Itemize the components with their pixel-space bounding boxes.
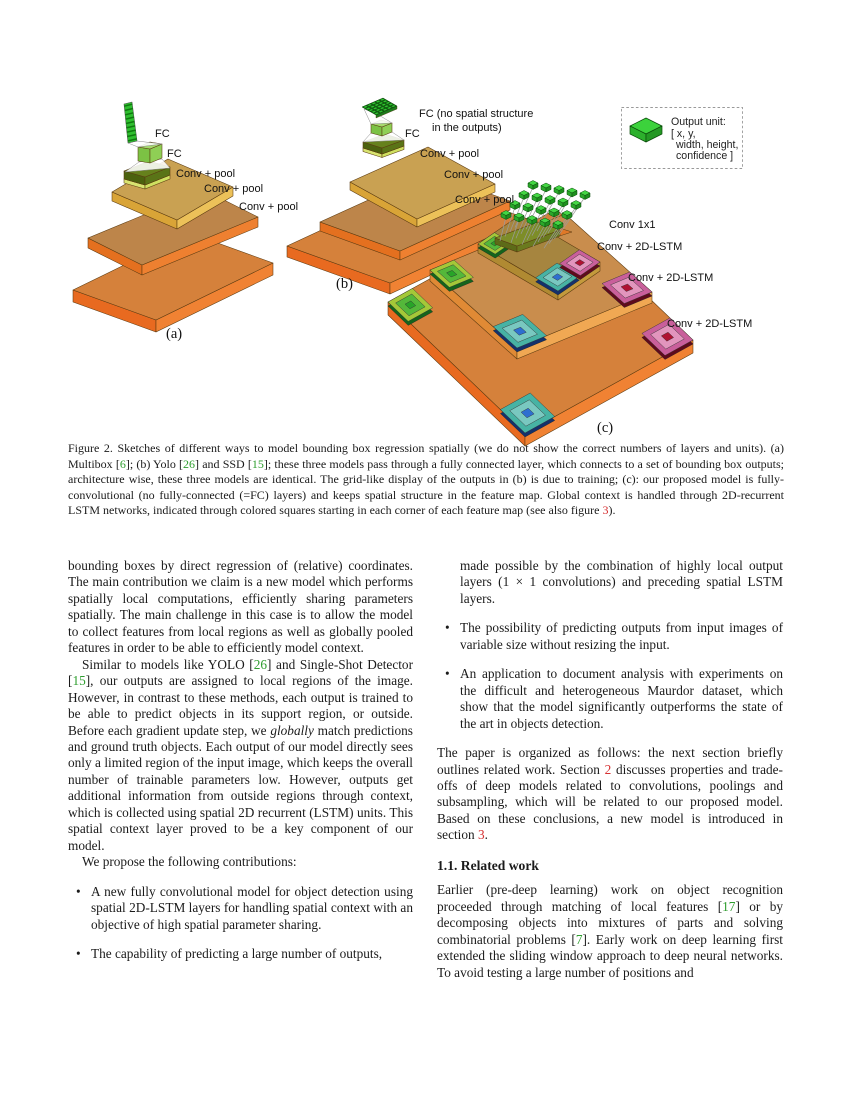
- fc-layer: [138, 147, 150, 163]
- list-item: [68, 946, 413, 962]
- text-run: Similar to models like YOLO [: [82, 656, 254, 672]
- citation-ref[interactable]: 26: [253, 656, 268, 672]
- bullet-continuation: [437, 558, 783, 607]
- text-run: ] and SSD [: [195, 456, 252, 471]
- figure-shapes: [73, 98, 693, 446]
- layer-label: Conv + pool: [420, 148, 480, 160]
- legend-line: width, height,: [676, 139, 739, 151]
- contribution-list: [437, 620, 783, 732]
- body-paragraph: [437, 745, 783, 844]
- left-column: [68, 558, 413, 975]
- text-run: The possibility of predicting outputs from input images of variable size without resizing the input.: [460, 620, 783, 652]
- subfigure-tag-b: (b): [336, 276, 353, 292]
- text-run: ]. Early work on deep learning first extended the sliding window approach to deep neural networks. To avoid testing a large number of positions and: [437, 931, 783, 980]
- text-run: match predictions and ground truth objects. Each output of our model directly sees only a limited region of the input image, which keeps the overall number of trainable parameters low. However, outputs get additional information from outside regions through context, which is collected using spatial 2D recurrent (LSTM) units. This spatial context layer proved to be a key component of our model.: [68, 722, 413, 853]
- figure-caption: [68, 441, 784, 519]
- body-paragraph: We propose the following contributions:: [82, 854, 297, 870]
- section-ref[interactable]: 3: [478, 827, 485, 843]
- text-run: ]; these three models pass through a fully connected layer, which connects to a set of bounding box outputs; architecture wise, these three models are identical. The grid-like display of the outputs in (b) is due to training; (c): our proposed model is fully-convolutional (no fully-connected (=FC) layers) and keeps spatial structure in the feature map. Global context is handled through 2D-recurrent LSTM networks, indicated through colored squares starting in each corner of each feature map (see also figure: [68, 456, 784, 518]
- list-item: [437, 666, 783, 732]
- text-run: Figure 2. Sketches of different ways to model bounding box regression spatially (we do not show the correct numbers of layers and units). (a) Multibox [: [68, 441, 784, 471]
- section-heading: 1.1. Related work: [437, 857, 539, 873]
- layer-label: Conv + 2D-LSTM: [667, 318, 753, 330]
- figure-2-sketches: [0, 0, 850, 470]
- citation-ref[interactable]: 15: [251, 456, 264, 471]
- text-run: The capability of predicting a large number of outputs,: [91, 945, 383, 961]
- citation-ref[interactable]: 26: [183, 456, 196, 471]
- body-paragraph: [68, 657, 413, 854]
- text-run: globally: [270, 722, 314, 738]
- text-run: An application to document analysis with experiments on the difficult and heterogeneous Maurdor dataset, which show that the model significantly outperforms the state of the art in objects detection.: [460, 666, 783, 731]
- layer-label: FC: [155, 128, 170, 140]
- subfigure-tag-c: (c): [597, 420, 614, 436]
- subfigure-tag-a: (a): [166, 326, 183, 342]
- contribution-list: [68, 884, 413, 963]
- layer-label: Conv + 2D-LSTM: [628, 272, 714, 284]
- text-run: made possible by the combination of highly local output layers (1 × 1 convolutions) and preceding spatial LSTM layers.: [460, 558, 783, 606]
- layer-label: FC (no spatial structure: [419, 108, 534, 120]
- layer-label: Conv + pool: [176, 168, 236, 180]
- layer-label: Conv + 2D-LSTM: [597, 241, 683, 253]
- layer-label: FC: [167, 148, 182, 160]
- body-paragraph: [437, 882, 783, 981]
- text-run: ] or by decomposing objects into mixtures of parts and solving combinatorial problems [: [437, 898, 784, 947]
- layer-label: in the outputs): [432, 122, 502, 134]
- list-item: [437, 620, 783, 653]
- text-run: A new fully convolutional model for object detection using spatial 2D-LSTM layers for handling spatial context with an objective of high spatial parameter sharing.: [91, 883, 413, 932]
- list-item: [68, 884, 413, 933]
- section-ref[interactable]: 2: [604, 761, 612, 777]
- legend-line: [ x, y,: [671, 128, 696, 140]
- text-run: ] and Single-Shot Detector [: [68, 656, 414, 689]
- text-run: Earlier (pre-deep learning) work on object recognition proceeded through matching of local features [: [437, 882, 783, 914]
- citation-ref[interactable]: 15: [72, 673, 86, 689]
- layer-label: Conv + pool: [455, 194, 515, 206]
- right-column: [437, 558, 783, 981]
- citation-ref[interactable]: 17: [722, 898, 736, 914]
- section-ref[interactable]: 3: [602, 503, 609, 518]
- layer-label: Conv + pool: [204, 183, 264, 195]
- layer-label: FC: [405, 128, 420, 140]
- text-run: ).: [608, 503, 616, 518]
- legend-line: confidence ]: [676, 150, 734, 162]
- body-paragraph: bounding boxes by direct regression of (relative) coordinates. The main contribution we claim is a new model which performs spatially local computations, efficiently sharing parameters spatially. The main challenge in this case is to allow the model to collect features from local regions as well as globally pooled features in order to be able to efficiently model context.: [68, 558, 413, 656]
- layer-label: Conv 1x1: [609, 219, 656, 231]
- citation-ref[interactable]: 6: [119, 456, 126, 471]
- legend-line: Output unit:: [671, 116, 726, 128]
- text-run: ], our outputs are assigned to local regions of the image. However, in contrast to these methods, each output is trained to be able to predict objects in its support region, or outside. Before each gradient update step, we: [68, 673, 413, 738]
- citation-ref[interactable]: 7: [575, 931, 583, 947]
- text-run: The paper is organized as follows: the next section briefly outlines related work. Section: [437, 745, 783, 777]
- layer-label: Conv + pool: [444, 169, 504, 181]
- layer-label: Conv + pool: [239, 201, 299, 213]
- text-run: discusses properties and trade-offs of deep models related to convolutions, poolings and subsampling, which will be related to our proposed model. Based on these conclusions, a new model is introduced in section: [437, 761, 783, 843]
- text-run: .: [484, 827, 488, 843]
- text-run: ]; (b) Yolo [: [125, 456, 184, 471]
